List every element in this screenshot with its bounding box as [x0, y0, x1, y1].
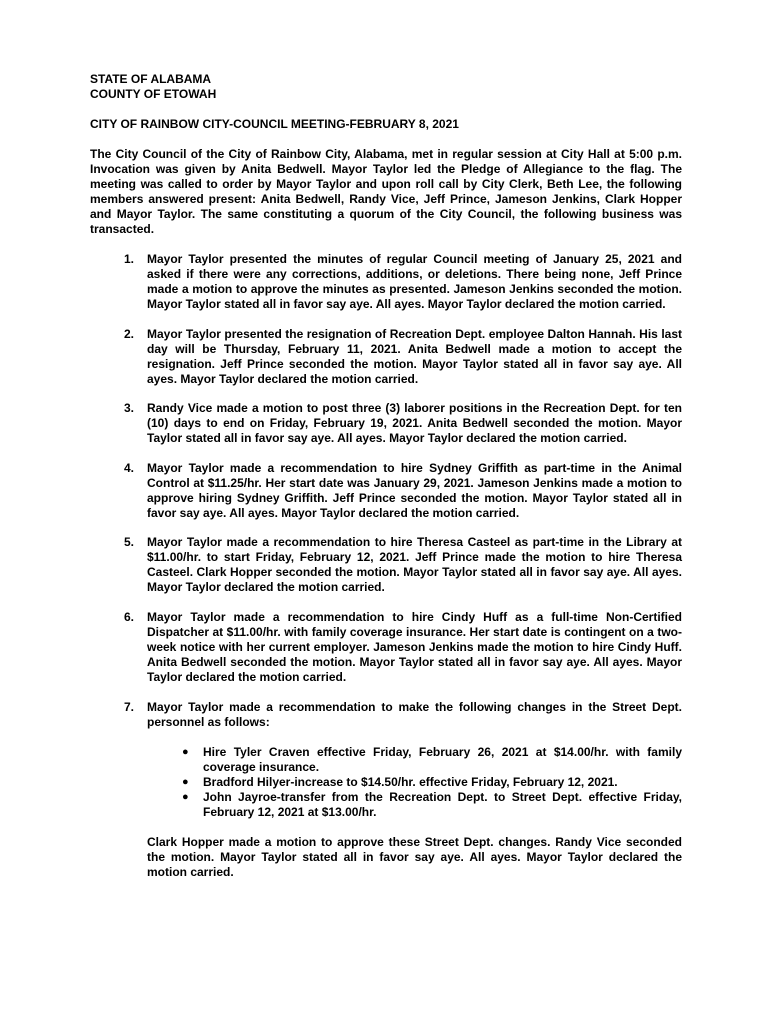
personnel-changes-list: [147, 745, 682, 820]
business-items-list: [90, 252, 682, 880]
business-item-3: [90, 401, 682, 446]
item-number: 4.: [124, 460, 135, 475]
meeting-title: CITY OF RAINBOW CITY-COUNCIL MEETING-FEBRUARY 8, 2021: [90, 117, 459, 131]
item-number: 5.: [124, 535, 135, 550]
business-item-1: [90, 252, 682, 312]
item-number: 1.: [124, 252, 135, 266]
personnel-change-text: Bradford Hilyer-increase to $14.50/hr. effective Friday, February 12, 2021.: [203, 774, 618, 789]
bullet-icon: ●: [182, 790, 189, 803]
item-text: Mayor Taylor made a recommendation to hire Sydney Griffith as part-time in the Animal Control at $11.25/hr. Her start date was January 29, 2021. Jameson Jenkins made a motion to approve hiring Sydney Griffith. Jeff Prince seconded the motion. Mayor Taylor stated all in favor say aye. All ayes. Mayor Taylor declared the motion carried.: [147, 460, 682, 520]
item-number: 2.: [124, 326, 135, 341]
business-item-2: [90, 327, 682, 387]
item-text: Mayor Taylor made a recommendation to hire Theresa Casteel as part-time in the Library at $11.00/hr. to start Friday, February 12, 2021. Jeff Prince made the motion to hire Theresa Casteel. Clark Hopper seconded the motion. Mayor Taylor stated all in favor say aye. All ayes. Mayor Taylor declared the motion carried.: [147, 535, 682, 595]
personnel-change-item: [147, 745, 682, 775]
intro-paragraph: The City Council of the City of Rainbow City, Alabama, met in regular session at City Hall at 5:00 p.m. Invocation was given by Anita Bedwell. Mayor Taylor led the Pledge of Allegiance to the flag. The meeting was called to order by Mayor Taylor and upon roll call by City Clerk, Beth Lee, the following members answered present: Anita Bedwell, Randy Vice, Jeff Prince, Jameson Jenkins, Clark Hopper and Mayor Taylor. The same constituting a quorum of the City Council, the following business was transacted.: [90, 147, 682, 236]
item-follow-up-text: Clark Hopper made a motion to approve these Street Dept. changes. Randy Vice seconded the motion. Mayor Taylor stated all in favor say aye. All ayes. Mayor Taylor declared the motion carried.: [147, 834, 682, 879]
personnel-change-text: Hire Tyler Craven effective Friday, February 26, 2021 at $14.00/hr. with family coverage insurance.: [203, 744, 682, 774]
item-text: Randy Vice made a motion to post three (3) laborer positions in the Recreation Dept. for ten (10) days to end on Friday, February 19, 2021. Anita Bedwell seconded the motion. Mayor Taylor stated all in favor say aye. All ayes. Mayor Taylor declared the motion carried.: [147, 401, 682, 446]
business-item-6: [90, 610, 682, 685]
item-number: 7.: [124, 699, 135, 714]
item-text: Mayor Taylor presented the minutes of regular Council meeting of January 25, 2021 and asked if there were any corrections, additions, or deletions. There being none, Jeff Prince made a motion to approve the minutes as presented. Jameson Jenkins seconded the motion. Mayor Taylor stated all in favor say aye. All ayes. Mayor Taylor declared the motion carried.: [147, 252, 682, 311]
minutes-page: [90, 72, 682, 894]
county-heading: COUNTY OF ETOWAH: [90, 87, 217, 101]
item-text: Mayor Taylor presented the resignation of Recreation Dept. employee Dalton Hannah. His last day will be Thursday, February 11, 2021. Anita Bedwell made a motion to accept the resignation. Jeff Prince seconded the motion. Mayor Taylor stated all in favor say aye. All ayes. Mayor Taylor declared the motion carried.: [147, 326, 682, 386]
item-number: 3.: [124, 401, 135, 416]
item-number: 6.: [124, 609, 135, 624]
bullet-icon: ●: [182, 775, 189, 788]
state-heading: STATE OF ALABAMA: [90, 72, 212, 86]
personnel-change-text: John Jayroe-transfer from the Recreation Dept. to Street Dept. effective Friday, February 12, 2021 at $13.00/hr.: [203, 789, 682, 819]
item-text: Mayor Taylor made a recommendation to hire Cindy Huff as a full-time Non-Certified Dispatcher at $11.00/hr. with family coverage insurance. Her start date is contingent on a two-week notice with her current employer. Jameson Jenkins made the motion to hire Cindy Huff. Anita Bedwell seconded the motion. Mayor Taylor stated all in favor say aye. All ayes. Mayor Taylor declared the motion carried.: [147, 609, 682, 684]
bullet-icon: ●: [182, 745, 189, 758]
business-item-4: [90, 461, 682, 521]
business-item-7: [90, 700, 682, 880]
business-item-5: [90, 535, 682, 595]
personnel-change-item: [147, 775, 682, 790]
item-text: Mayor Taylor made a recommendation to make the following changes in the Street Dept. personnel as follows:: [147, 699, 682, 729]
personnel-change-item: [147, 790, 682, 820]
